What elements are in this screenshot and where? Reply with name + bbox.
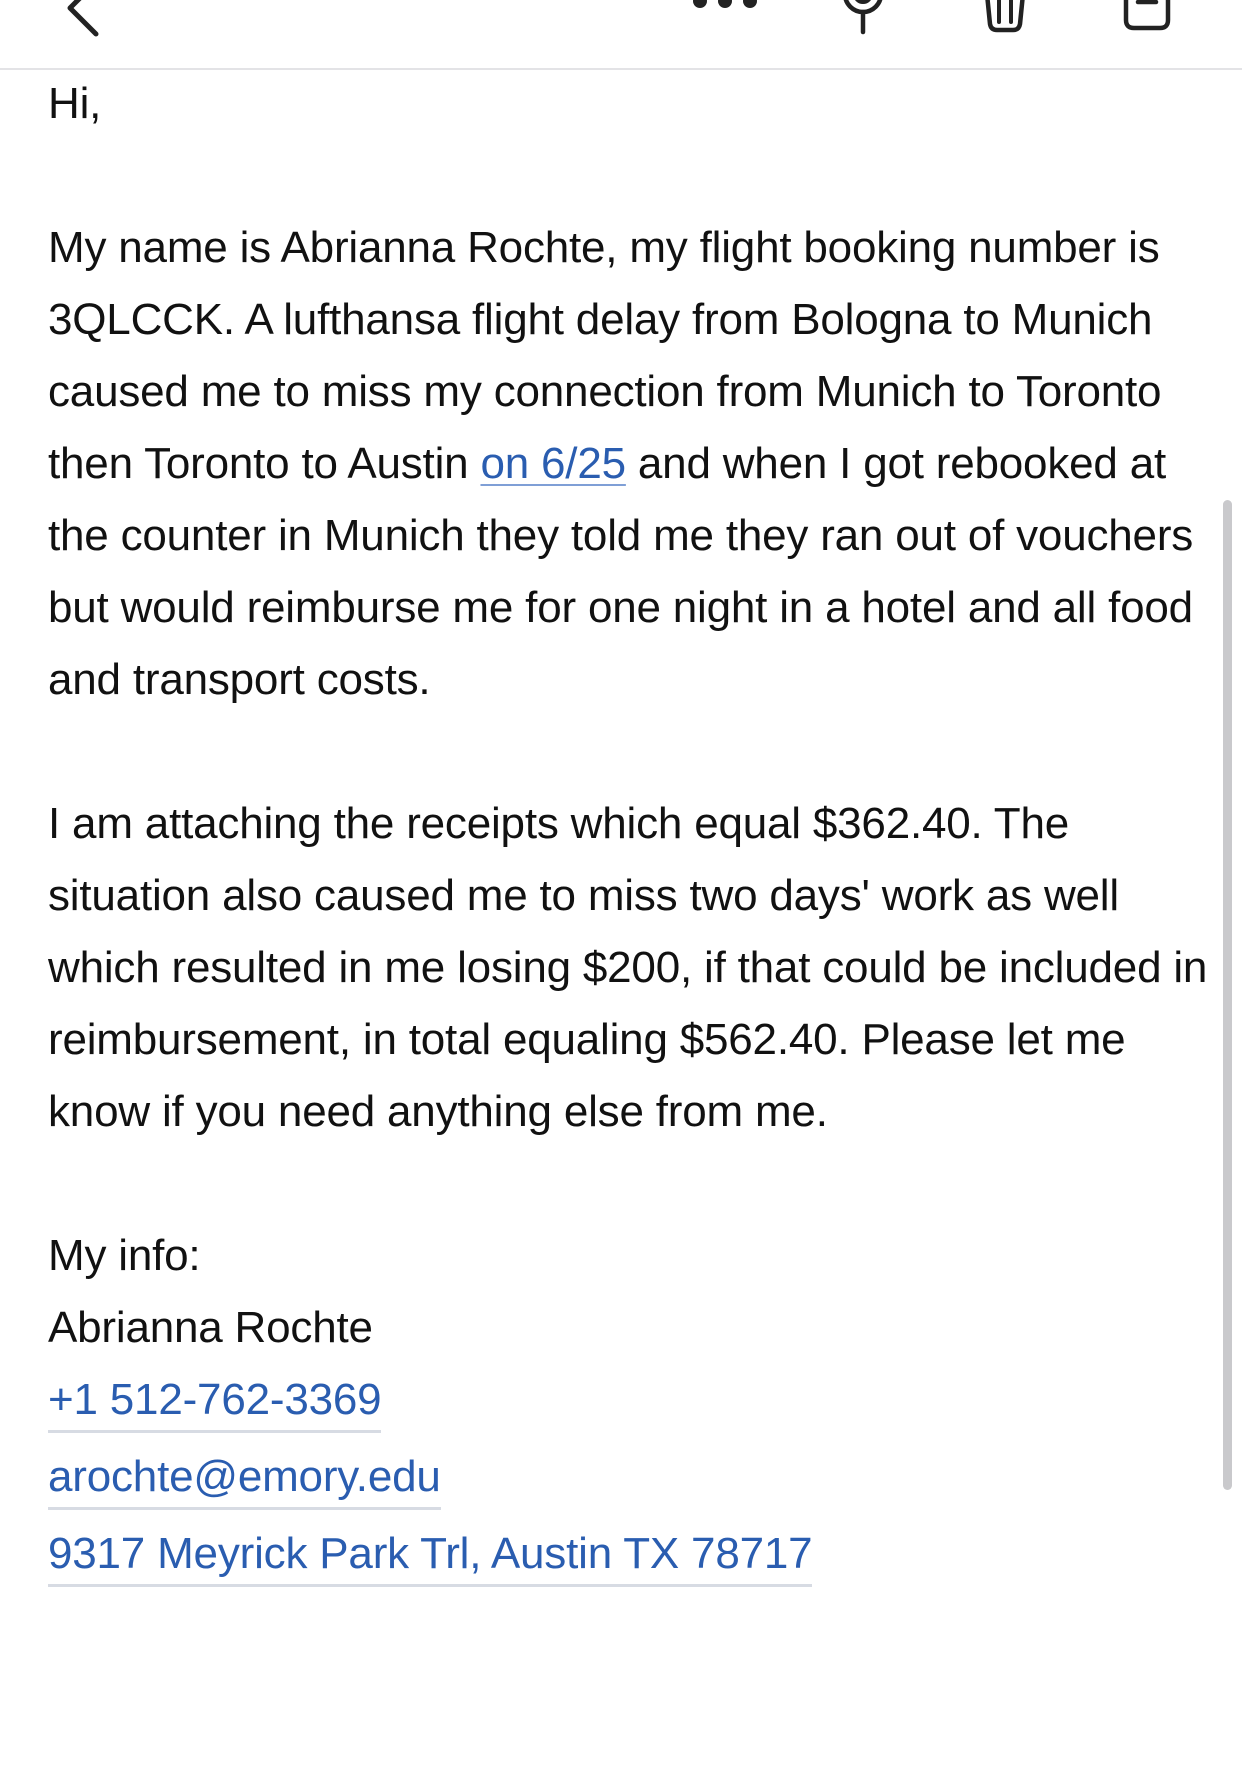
pin-icon [838, 0, 888, 36]
email-toolbar [0, 0, 1242, 70]
email-body [48, 68, 1208, 1595]
paragraph-spacer [48, 1148, 1208, 1220]
pin-button[interactable] [838, 0, 888, 36]
delete-button[interactable] [980, 0, 1030, 36]
trash-icon [980, 0, 1030, 36]
paragraph-spacer [48, 140, 1208, 212]
paragraph-flight-delay [48, 212, 1208, 716]
paragraph-text: My name is Abrianna Rochte, my flight booking number is 3QLCCK. A lufthansa flight delay from Bologna to Munich caused me to miss my connection from Munich to Toronto then Toronto to Austin [48, 223, 1162, 488]
back-button[interactable] [56, 0, 106, 38]
compose-icon [1120, 0, 1174, 36]
more-dots-icon [690, 0, 760, 12]
greeting: Hi, [48, 79, 102, 128]
paragraph-receipts: I am attaching the receipts which equal $362.40. The situation also caused me to miss two days' work as well which resulted in me losing $200, if that could be included in reimbursement, in total equaling $562.40. Please let me know if you need anything else from me. [48, 799, 1208, 1136]
paragraph-spacer [48, 716, 1208, 788]
date-link[interactable]: on 6/25 [480, 439, 626, 488]
scrollbar[interactable] [1223, 500, 1232, 1490]
contact-info [48, 1220, 1208, 1595]
phone-link[interactable]: +1 512-762-3369 [48, 1370, 381, 1433]
address-link[interactable]: 9317 Meyrick Park Trl, Austin TX 78717 [48, 1524, 812, 1587]
compose-button[interactable] [1120, 0, 1174, 36]
email-link[interactable]: arochte@emory.edu [48, 1447, 441, 1510]
info-heading: My info: [48, 1231, 201, 1280]
more-button[interactable] [690, 0, 760, 12]
info-name: Abrianna Rochte [48, 1303, 373, 1352]
chevron-left-icon [56, 0, 106, 38]
paragraph-text: and when I got rebooked at the counter in Munich they told me they ran out of vouchers but would reimburse me for one night in a hotel and all food and transport costs. [48, 439, 1194, 704]
